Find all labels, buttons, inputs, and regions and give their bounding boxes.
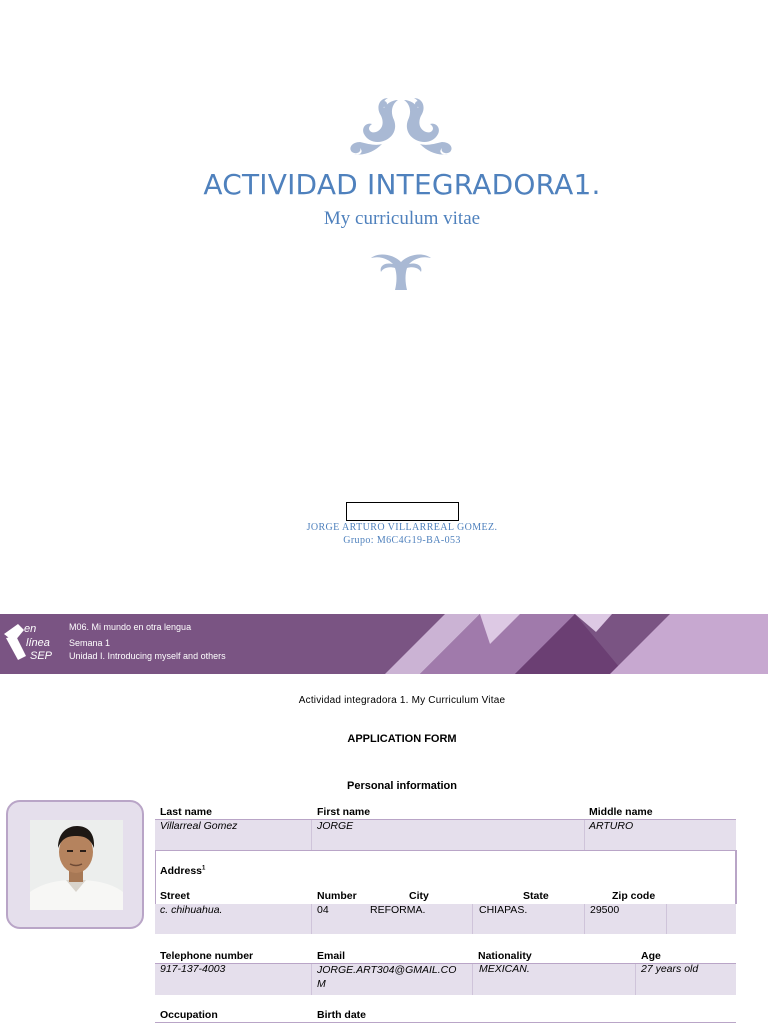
svg-text:SEP: SEP (30, 650, 53, 662)
age-label: Age (641, 950, 661, 962)
last-name-value: Villarreal Gomez (160, 820, 238, 832)
cover-title: ACTIVIDAD INTEGRADORA1. (203, 168, 601, 201)
profile-photo (30, 820, 123, 910)
email-value: JORGE.ART304@GMAIL.CO M (317, 964, 457, 990)
banner-week: Semana 1 (69, 638, 111, 648)
city-label: City (409, 890, 429, 902)
form-title: APPLICATION FORM (347, 733, 457, 745)
first-name-value: JORGE (317, 820, 354, 832)
address-label: Address$^1$ (160, 865, 206, 877)
birth-date-label: Birth date (317, 1009, 367, 1021)
author-group: Grupo: M6C4G19-BA-053 (343, 535, 461, 546)
author-box (346, 502, 459, 521)
svg-text:en: en (24, 623, 37, 635)
age-value: 27 years old (641, 963, 699, 975)
telephone-label: Telephone number (160, 950, 254, 962)
zip-code-label: Zip code (612, 890, 656, 902)
author-name: JORGE ARTURO VILLARREAL GOMEZ. (306, 522, 498, 533)
nationality-label: Nationality (478, 950, 532, 962)
first-name-label: First name (317, 806, 371, 818)
state-label: State (523, 890, 549, 902)
email-label: Email (317, 950, 346, 962)
address-right-border (736, 850, 737, 904)
nationality-value: MEXICAN. (479, 963, 530, 975)
address-footnote-marker: 1 (202, 865, 206, 872)
section-title: Personal information (346, 780, 458, 792)
middle-name-value: ARTURO (589, 820, 634, 832)
scroll-ornament-icon (340, 94, 462, 156)
fleur-divider-icon (370, 252, 432, 292)
last-name-label: Last name (160, 806, 212, 818)
number-value: 04 (317, 904, 329, 916)
course-banner (0, 614, 768, 674)
city-value: REFORMA. (370, 904, 426, 916)
prepa-en-linea-sep-logo (0, 614, 60, 664)
number-label: Number (317, 890, 357, 902)
banner-unit: Unidad I. Introducing myself and others (69, 651, 226, 661)
svg-text:línea: línea (26, 637, 50, 649)
extra-field[interactable] (667, 904, 736, 934)
street-value: c. chihuahua. (160, 904, 223, 916)
cover-subtitle: My curriculum vitae (323, 208, 481, 229)
telephone-value: 917-137-4003 (160, 963, 226, 975)
banner-course: M06. Mi mundo en otra lengua (69, 622, 192, 632)
occupation-label: Occupation (160, 1009, 218, 1021)
row-divider (155, 1022, 736, 1023)
state-value: CHIAPAS. (479, 904, 528, 916)
document-heading: Actividad integradora 1. My Curriculum Vitae (298, 695, 506, 706)
middle-name-label: Middle name (589, 806, 653, 818)
zip-code-value: 29500 (590, 904, 620, 916)
street-label: Street (160, 890, 190, 902)
